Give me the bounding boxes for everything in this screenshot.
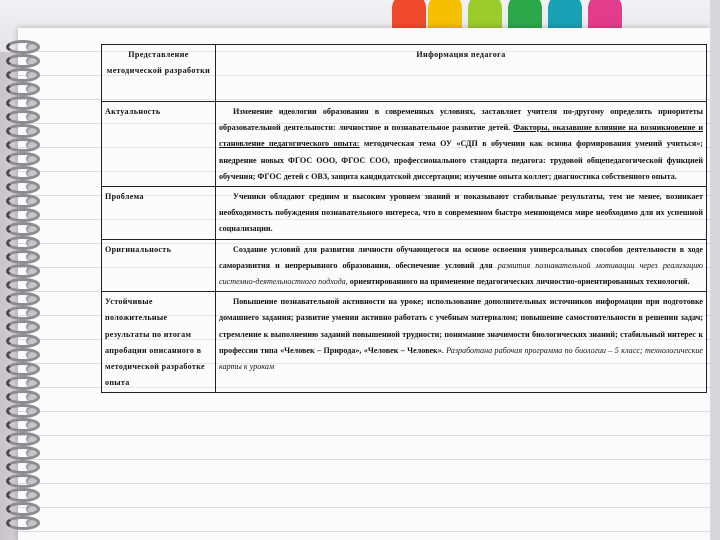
spiral-ring [6,96,40,110]
header-right-text: Информация педагога [416,50,506,59]
text-part: ориентированного на применение педагогических личностно-ориентированных технологий. [347,277,690,287]
spiral-ring [6,82,40,96]
info-table [101,44,707,393]
spiral-ring [6,40,40,54]
text-part: Повышение познавательной активности на уроке; использование дополнительных источников информации при подготовке домашнего задания; развитие умения активно работать с учебным материалом; повышение самостоятельности в решении задач; стремление к выполнению заданий повышенной трудности; понимание значимости биологических знаний; стабильный интерес к профессии типа «Человек – Природа», «Человек – Человек». [219,297,703,355]
spiral-ring [6,474,40,488]
spiral-ring [6,68,40,82]
spiral-ring [6,390,40,404]
spiral-ring [6,292,40,306]
spiral-ring [6,418,40,432]
spiral-ring [6,124,40,138]
table-row [102,187,707,240]
text-italic: развития познавательной мотивации через реализацию системно-деятельностного подхода, [219,260,703,287]
row-label: Проблема [102,187,216,240]
header-left-text: Представление методической разработки [106,50,211,76]
spiral-ring [6,54,40,68]
spiral-ring [6,516,40,530]
spiral-ring [6,362,40,376]
text-part: Ученики обладают средним и высоким уровнем знаний и показывают стабильные результаты, тем не менее, возникает необходимость побуждения познавательного интереса, что в современном быстро меняющемся мире необходимо для их успешной социализации. [219,192,703,234]
spiral-ring [6,236,40,250]
spiral-ring [6,488,40,502]
row-text [216,292,707,393]
spiral-ring [6,110,40,124]
row-label: Оригинальность [102,239,216,292]
text-part: Создание условий для развития личности обучающегося на основе освоения универсальных способов деятельности в ходе саморазвития и непрерывного образования, обеспечение условий для [219,244,703,270]
header-right-cell [216,45,707,102]
spiral-ring [6,432,40,446]
spiral-ring [6,306,40,320]
spiral-ring [6,348,40,362]
table-row [102,239,707,292]
spiral-ring [6,194,40,208]
text-part: Изменение идеологии образования в современных условиях, заставляет учителя по-другому определить приоритеты образовательной деятельности: личностное и познавательное развитие детей. [219,107,703,133]
spiral-ring [6,320,40,334]
row-text [216,187,707,240]
row-text [216,102,707,187]
text-italic: Разработана рабочая программа по биологии – 5 класс; технологические карты к урокам [219,345,703,372]
spiral-ring [6,180,40,194]
text-part: методическая тема ОУ «СДП в обучении как основа формирования умений учиться»; внедрение новых ФГОС ООО, ФГОС СОО, профессионального стандарта педагога: трудовой общепедагогической функцией обучения; ФГОС детей с ОВЗ, защита кандидатской диссертации; изучение опыта коллег; диагностика собственного опыта. [219,139,703,181]
row-label: Актуальность [102,102,216,187]
spiral-ring [6,264,40,278]
spiral-ring [6,460,40,474]
row-text [216,239,707,292]
background-right [710,0,720,540]
spiral-ring [6,208,40,222]
spiral-ring [6,502,40,516]
table-row [102,292,707,393]
spiral-ring [6,376,40,390]
spiral-ring [6,250,40,264]
spiral-ring [6,278,40,292]
spiral-ring [6,222,40,236]
header-left-cell [102,45,216,102]
table-row [102,102,707,187]
spiral-ring [6,138,40,152]
text-underlined: Факторы, оказавшие влияние на возникновение и становление педагогического опыта: [219,123,703,149]
table-header-row [102,45,707,102]
row-label: Устойчивые положительные результаты по итогам апробации описанного в методической разработке опыта [102,292,216,393]
spiral-ring [6,334,40,348]
spiral-ring [6,404,40,418]
spiral-ring [6,152,40,166]
spiral-ring [6,446,40,460]
spiral-ring [6,166,40,180]
